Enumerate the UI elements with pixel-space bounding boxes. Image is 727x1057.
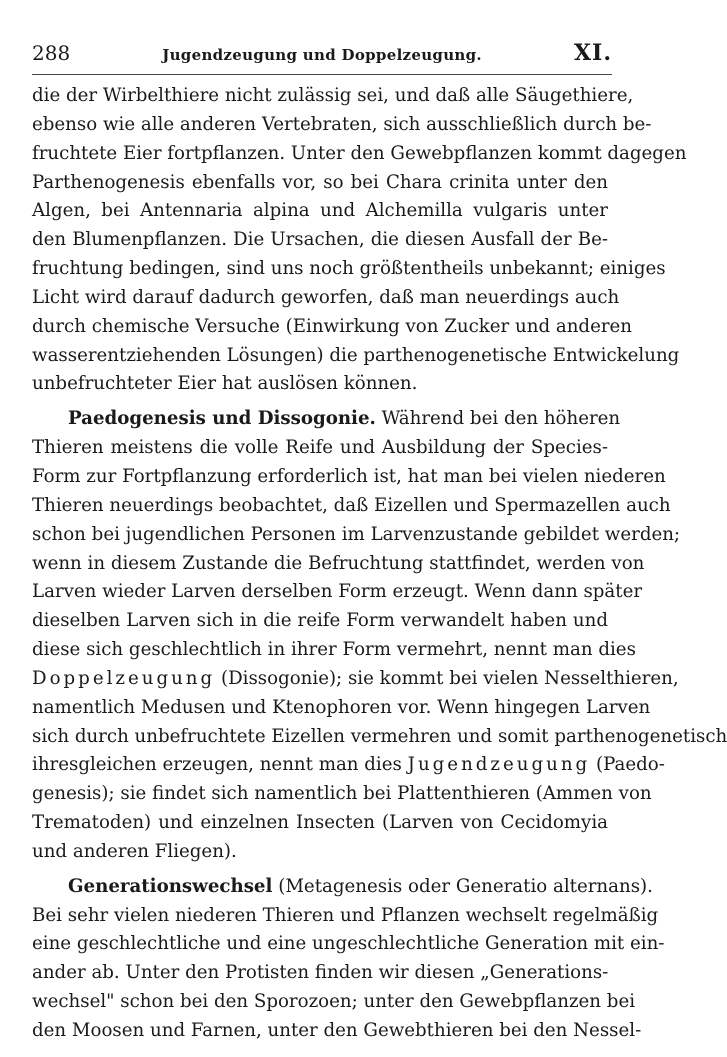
text-line: Doppelzeugung (Dissogonie); sie kommt bei vielen Nesselthieren, — [32, 667, 679, 689]
term-doppelzeugung: Doppelzeugung — [32, 667, 216, 689]
text-line: Form zur Fortpflanzung erforderlich ist, hat man bei vielen niederen — [32, 465, 666, 487]
running-title: Jugendzeugung und Doppelzeugung. — [162, 46, 482, 64]
text-line: durch chemische Versuche (Einwirkung von Zucker und anderen — [32, 315, 632, 337]
text-line: die der Wirbelthiere nicht zulässig sei, und daß alle Säugethiere, — [32, 85, 634, 106]
text-line: Thieren meistens die volle Reife und Ausbildung der Species- — [32, 437, 608, 459]
text-line: ander ab. Unter den Protisten finden wir diesen „Generations- — [32, 962, 609, 984]
text-line: Trematoden) und einzelnen Insecten (Larven von Cecidomyia — [32, 812, 608, 834]
text-line: schon bei jugendlichen Personen im Larvenzustande gebildet werden; — [32, 523, 681, 545]
text-line: den Blumenpflanzen. Die Ursachen, die diesen Ausfall der Be- — [32, 229, 608, 251]
paragraph-paedogenesis — [32, 405, 727, 867]
text-line: wechsel" schon bei den Sporozoen; unter den Gewebpflanzen bei — [32, 991, 636, 1013]
text-line: unbefruchteter Eier hat auslösen können. — [32, 373, 418, 395]
text-line: Thieren neuerdings beobachtet, daß Eizellen und Spermazellen auch — [32, 494, 671, 516]
section-heading: Generationswechsel — [68, 875, 273, 897]
paragraph-generationswechsel — [32, 873, 665, 1046]
text-line: Paedogenesis und Dissogonie. Während bei den höheren — [68, 408, 621, 430]
text-line: fruchtung bedingen, sind uns noch größtentheils unbekannt; einiges — [32, 258, 666, 280]
page-body — [32, 82, 727, 1046]
text-line: Parthenogenesis ebenfalls vor, so bei Chara crinita unter den — [32, 171, 608, 193]
text-line: den Moosen und Farnen, unter den Gewebthieren bei den Nessel- — [32, 1020, 642, 1041]
page-header — [32, 40, 612, 75]
text-line: Algen, bei Antennaria alpina und Alchemilla vulgaris unter — [32, 200, 608, 222]
text-line: ihresgleichen erzeugen, nennt man dies Jugendzeugung (Paedo- — [32, 754, 665, 776]
text-line: Generationswechsel (Metagenesis oder Generatio alternans). — [68, 875, 653, 897]
paragraph-parthenogenesis — [32, 82, 687, 399]
text-line: dieselben Larven sich in die reife Form verwandelt haben und — [32, 610, 608, 632]
text-line: Larven wieder Larven derselben Form erzeugt. Wenn dann später — [32, 581, 643, 603]
text-line: fruchtete Eier fortpflanzen. Unter den Gewebpflanzen kommt dagegen — [32, 142, 687, 164]
text-line: sich durch unbefruchtete Eizellen vermehren und somit parthenogenetisch — [32, 725, 727, 747]
text-line: eine geschlechtliche und eine ungeschlechtliche Generation mit ein- — [32, 933, 665, 955]
page-number: 288 — [32, 41, 71, 65]
text-line: Licht wird darauf dadurch geworfen, daß man neuerdings auch — [32, 286, 620, 308]
term-jugendzeugung: Jugendzeugung — [407, 754, 591, 776]
section-heading: Paedogenesis und Dissogonie. — [68, 408, 376, 430]
chapter-number: XI. — [573, 40, 612, 66]
text-line: Bei sehr vielen niederen Thieren und Pflanzen wechselt regelmäßig — [32, 904, 659, 926]
text-line: wenn in diesem Zustande die Befruchtung stattfindet, werden von — [32, 552, 645, 574]
text-line: namentlich Medusen und Ktenophoren vor. Wenn hingegen Larven — [32, 696, 651, 718]
text-line: wasserentziehenden Lösungen) die parthenogenetische Entwickelung — [32, 344, 680, 366]
text-line: ebenso wie alle anderen Vertebraten, sich ausschließlich durch be- — [32, 113, 652, 135]
text-line: diese sich geschlechtlich in ihrer Form vermehrt, nennt man dies — [32, 639, 636, 661]
text-line: und anderen Fliegen). — [32, 840, 237, 862]
text-line: genesis); sie findet sich namentlich bei Plattenthieren (Ammen von — [32, 783, 652, 805]
